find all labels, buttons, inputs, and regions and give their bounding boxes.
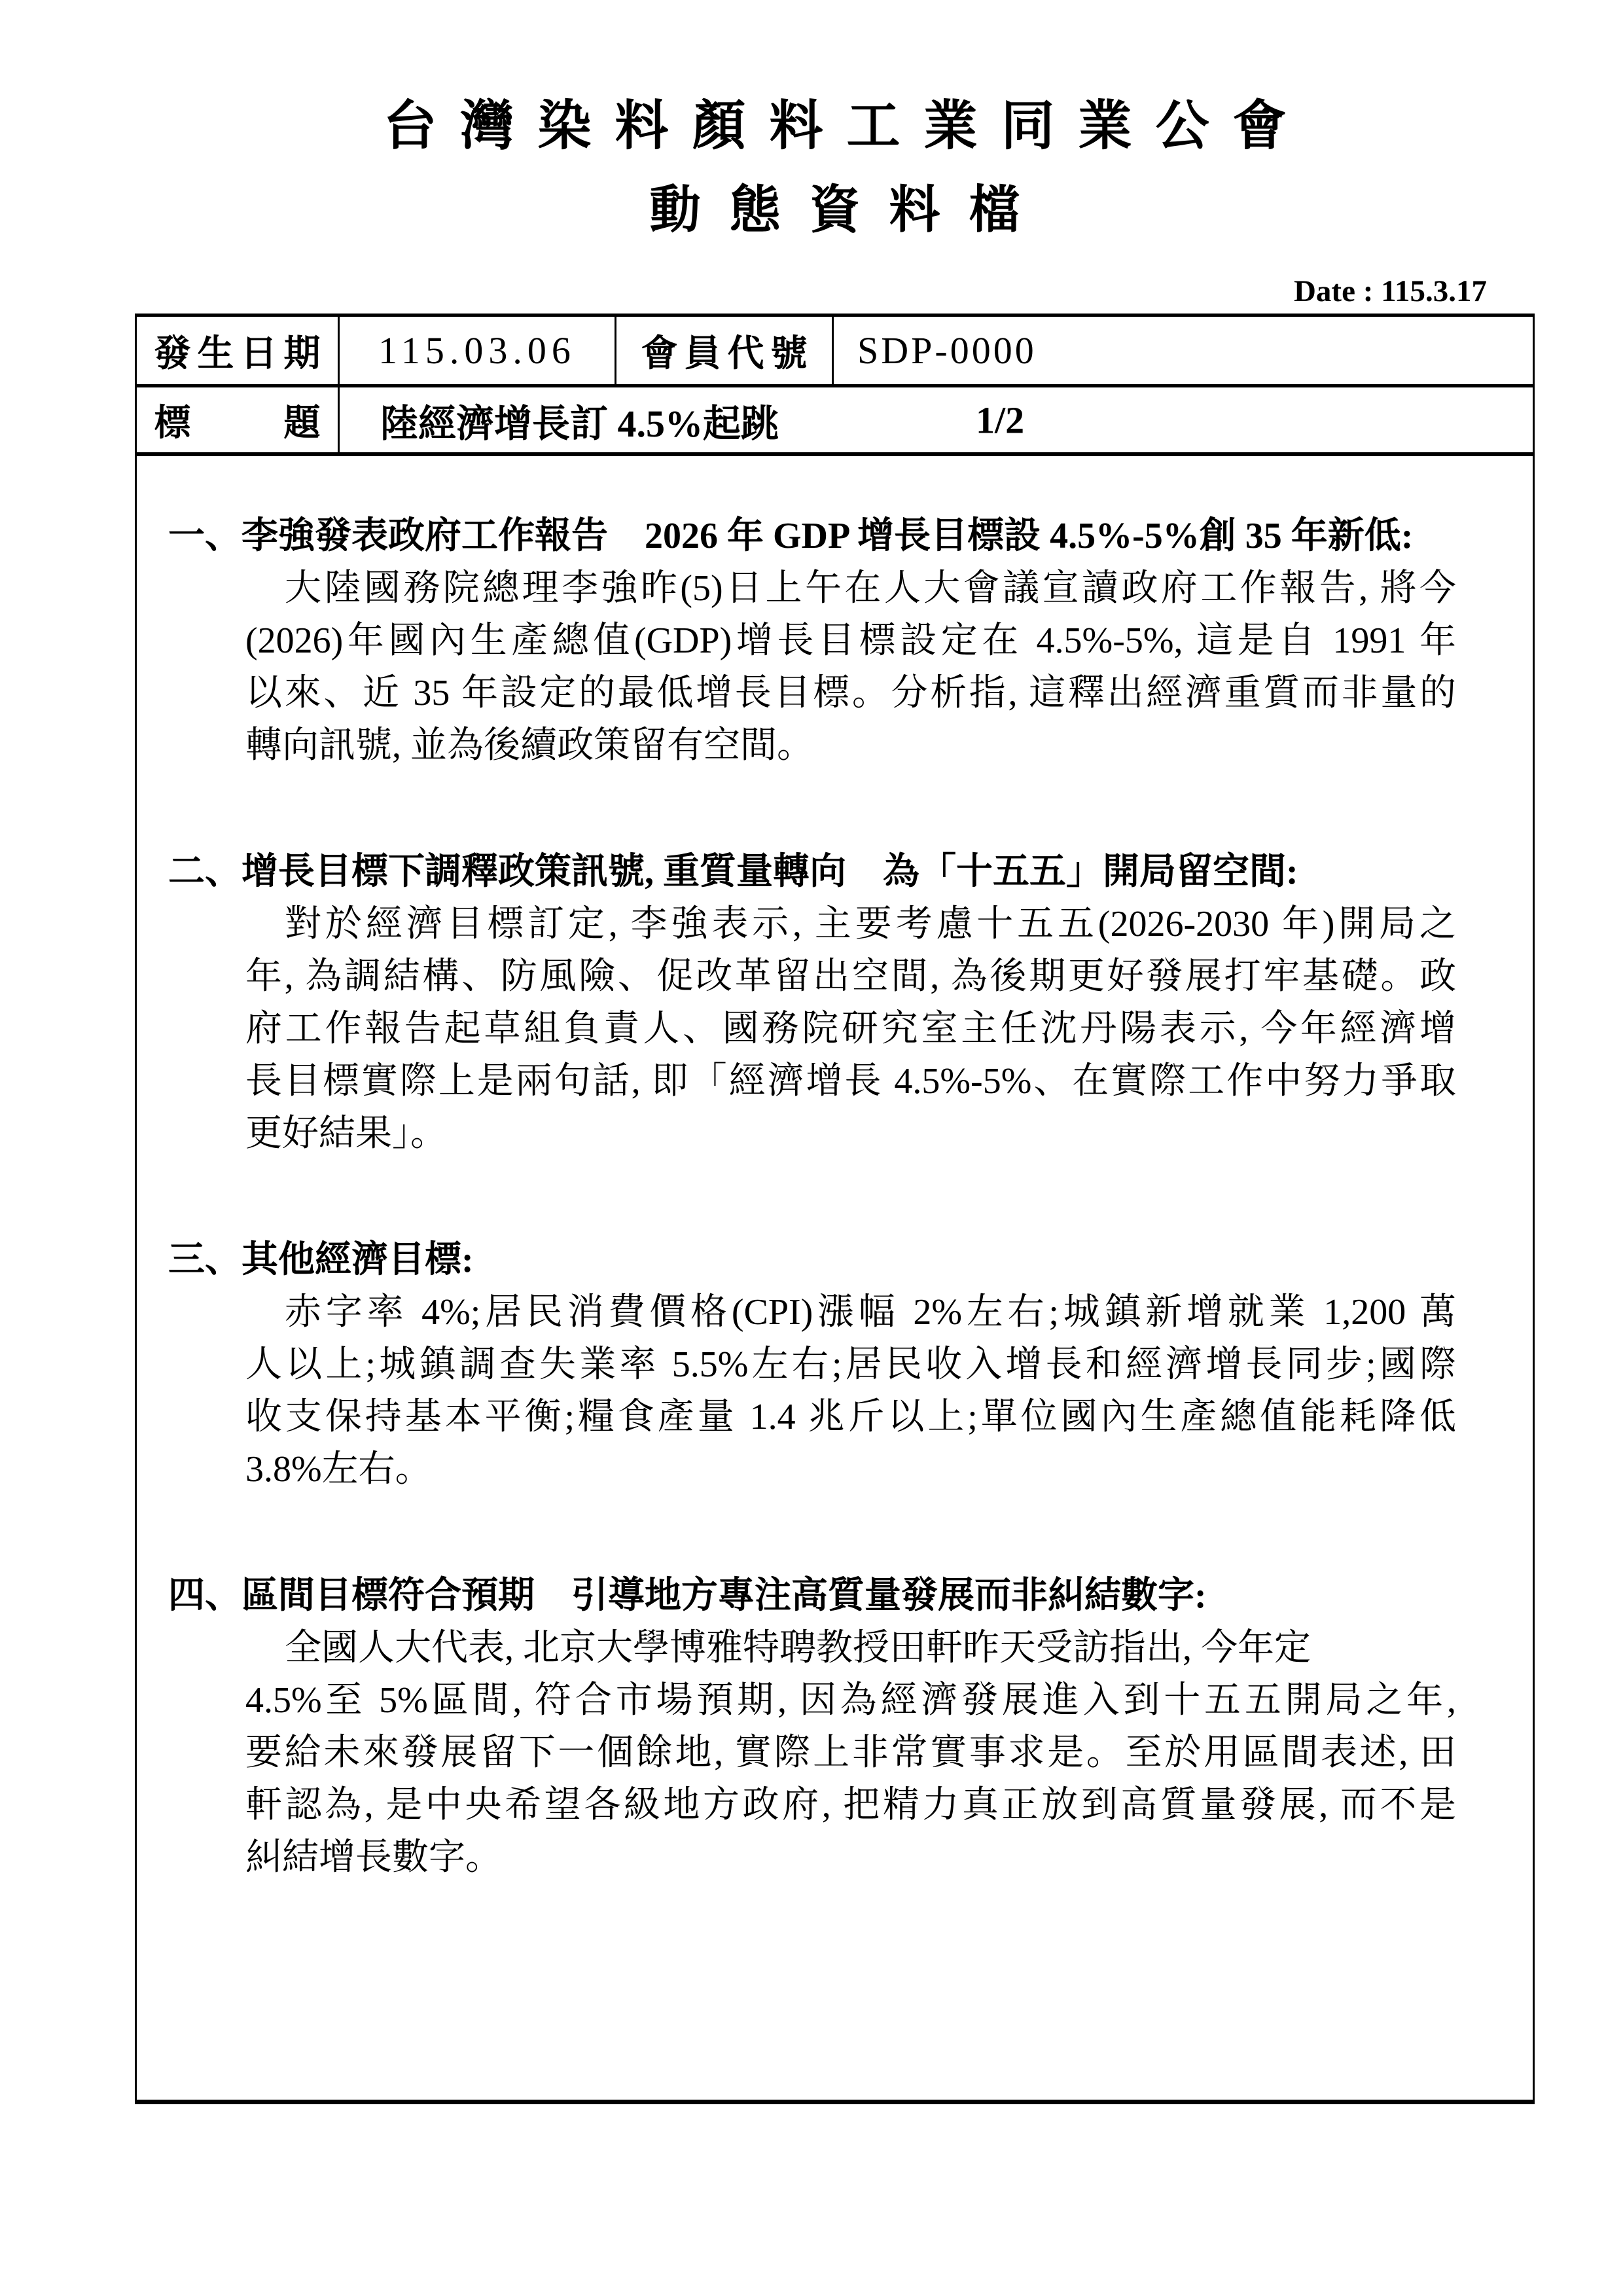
document-title: 動態資料檔 xyxy=(649,181,1049,238)
subject-value: 陸經濟增長訂 4.5%起跳 xyxy=(380,402,779,445)
text-line: 大陸國務院總理李強昨(5)日上午在人大會議宣讀政府工作報告, 將今 xyxy=(285,568,1456,609)
text-line: 以來、近 35 年設定的最低增長目標。分析指, 這釋出經濟重質而非量的 xyxy=(245,673,1456,713)
text-line: 糾結增長數字。 xyxy=(245,1837,502,1878)
text-line: 收支保持基本平衡;糧食產量 1.4 兆斤以上;單位國內生產總值能耗降低 xyxy=(245,1397,1456,1437)
section-2-heading xyxy=(168,846,1456,898)
text-line: 軒認為, 是中央希望各級地方政府, 把精力真正放到高質量發展, 而不是 xyxy=(245,1785,1457,1825)
section-4-heading xyxy=(168,1570,1456,1622)
section-1-number: 一、 xyxy=(168,516,241,556)
occur-date-text: 115.03.06 xyxy=(378,329,576,372)
text-line: 3.8%左右。 xyxy=(245,1449,432,1490)
text-line: 長目標實際上是兩句話, 即「經濟增長 4.5%-5%、在實際工作中努力爭取 xyxy=(245,1061,1456,1102)
section-3-heading xyxy=(168,1234,1456,1286)
section-3-number: 三、 xyxy=(168,1240,241,1280)
text-line: 轉向訊號, 並為後續政策留有空間。 xyxy=(245,725,813,766)
section-4-heading-text: 區間目標符合預期 引導地方專注高質量發展而非糾結數字: xyxy=(241,1575,1207,1616)
section-3 xyxy=(168,1234,1456,1496)
subject-cell xyxy=(340,387,1533,452)
document-body xyxy=(137,510,1533,1884)
section-4-paragraph xyxy=(245,1622,1456,1884)
occur-date-value xyxy=(340,317,616,384)
text-line: 更好結果」。 xyxy=(245,1113,447,1154)
text-line: 人以上;城鎮調查失業率 5.5%左右;居民收入增長和經濟增長同步;國際 xyxy=(245,1344,1456,1385)
table-row xyxy=(137,387,1533,456)
subject-label: 標 題 xyxy=(137,387,340,452)
member-code-text: SDP-0000 xyxy=(857,329,1037,372)
text-line: 要給未來發展留下一個餘地, 實際上非常實事求是。至於用區間表述, 田 xyxy=(245,1732,1457,1773)
section-2 xyxy=(168,846,1456,1160)
section-4-number: 四、 xyxy=(168,1575,241,1616)
section-2-paragraph xyxy=(245,898,1456,1160)
member-code-value xyxy=(834,317,1533,384)
text-line: 對於經濟目標訂定, 李強表示, 主要考慮十五五(2026-2030 年)開局之 xyxy=(285,904,1456,944)
section-4 xyxy=(168,1570,1457,1884)
occur-date-label: 發生日期 xyxy=(137,317,340,384)
header-info-table xyxy=(137,317,1533,456)
document-border-box xyxy=(135,314,1535,2104)
section-2-heading-text: 增長目標下調釋政策訊號, 重質量轉向 為「十五五」開局留空間: xyxy=(241,852,1298,892)
section-3-paragraph xyxy=(245,1286,1456,1496)
text-line: 赤字率 4%;居民消費價格(CPI)漲幅 2%左右;城鎮新增就業 1,200 萬 xyxy=(285,1292,1456,1333)
page-indicator: 1/2 xyxy=(976,399,1025,441)
member-code-label: 會員代號 xyxy=(616,317,834,384)
section-2-number: 二、 xyxy=(168,852,241,892)
organization-title: 台灣染料顏料工業同業公會 xyxy=(383,96,1310,156)
text-line: (2026)年國內生產總值(GDP)增長目標設定在 4.5%-5%, 這是自 1991 年 xyxy=(245,620,1456,661)
section-3-heading-text: 其他經濟目標: xyxy=(241,1240,474,1280)
section-1-paragraph xyxy=(245,562,1456,772)
section-1-heading-text: 李強發表政府工作報告 2026 年 GDP 增長目標設 4.5%-5%創 35 年新低: xyxy=(241,516,1414,556)
text-line: 全國人大代表, 北京大學博雅特聘教授田軒昨天受訪指出, 今年定 xyxy=(285,1628,1311,1668)
text-line: 府工作報告起草組負責人、國務院研究室主任沈丹陽表示, 今年經濟增 xyxy=(245,1009,1456,1049)
text-line: 年, 為調結構、防風險、促改革留出空間, 為後期更好發展打牢基礎。政 xyxy=(245,956,1456,997)
section-1 xyxy=(168,510,1456,772)
text-line: 4.5%至 5%區間, 符合市場預期, 因為經濟發展進入到十五五開局之年, xyxy=(245,1680,1456,1721)
print-date: Date : 115.3.17 xyxy=(1293,274,1487,308)
section-1-heading xyxy=(168,510,1456,562)
table-row xyxy=(137,317,1533,387)
